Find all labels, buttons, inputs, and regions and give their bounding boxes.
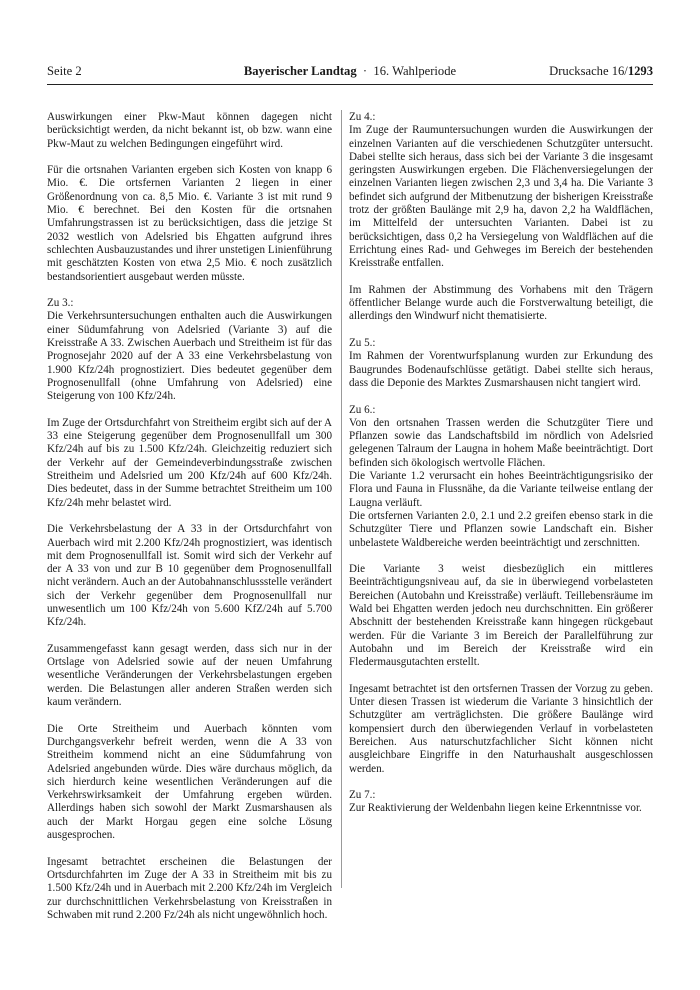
document-prefix: Drucksache 16/ bbox=[549, 64, 628, 78]
legislative-period: 16. Wahlperiode bbox=[373, 64, 457, 78]
document-number: 1293 bbox=[627, 64, 653, 78]
page-number: Seite 2 bbox=[47, 64, 82, 78]
section-heading: Zu 6.: bbox=[349, 403, 376, 416]
paragraph: Von den ortsnahen Trassen werden die Schutzgüter Tiere und Pflanzen sowie das Landschaftsbild im nördlich von Adelsried gelegenen Talraum der Laugna in hohem Maße beeinträchtigt. Dort befinden sich ökologisch wertvolle Flächen. bbox=[349, 416, 653, 469]
right-column bbox=[349, 111, 653, 829]
left-column bbox=[47, 111, 332, 935]
section-heading: Zu 4.: bbox=[349, 111, 376, 123]
paragraph: Ingesamt betrachtet erscheinen die Belastungen der Ortsdurchfahrten im Zuge der A 33 in Streitheim mit bis zu 1.500 Kfz/24h und in Auerbach mit 2.200 Kfz/24h im Vergleich zur durchschnittlichen Verkehrsbelastung von Kreisstraßen in Schwaben mit rund 2.200 Fz/24h als nicht ungewöhnlich hoch. bbox=[47, 855, 332, 921]
paragraph: Im Rahmen der Abstimmung des Vorhabens mit den Trägern öffentlicher Belange wurde auch die Forstverwaltung beteiligt, die allerdings den Windwurf nicht thematisierte. bbox=[349, 283, 653, 323]
paragraph: Auswirkungen einer Pkw-Maut können dagegen nicht berücksichtigt werden, da nicht bekannt ist, ob bzw. wann eine Pkw-Maut zu welchen Bedingungen eingeführt wird. bbox=[47, 111, 332, 150]
paragraph: Im Zuge der Ortsdurchfahrt von Streitheim ergibt sich auf der A 33 eine Steigerung gegenüber dem Prognosenullfall um 300 Kfz/24h auf bis zu 1.500 Kfz/24h. Gleichzeitig reduziert sich der Verkehr auf der Gemeindeverbindungsstraße zwischen Streitheim und Adelsried um 200 Kfz/24h auf 600 Kfz/24h. Dies bedeutet, dass in der Summe betrachtet Streitheim um 100 Kfz/24h mehr belastet wird. bbox=[47, 416, 332, 509]
header-separator: · bbox=[362, 64, 368, 78]
paragraph: Ingesamt betrachtet ist den ortsfernen Trassen der Vorzug zu geben. Unter diesen Trassen ist wiederum die Variante 3 hinsichtlich der Schutzgüter am verträglichsten. Die größere Baulänge wird kompensiert durch den überwiegenden Verlauf in vorbelasteten Bereichen. Aus naturschutzfachlicher Sicht können nicht ausgleichbare Eingriffe in den Naturhaushalt ausgeschlossen werden. bbox=[349, 682, 653, 775]
paragraph: Zur Reaktivierung der Weldenbahn liegen keine Erkenntnisse vor. bbox=[349, 802, 642, 815]
section-heading: Zu 5.: bbox=[349, 337, 376, 350]
column-divider bbox=[341, 110, 342, 888]
paragraph: Die Variante 3 weist diesbezüglich ein mittleres Beeinträchtigungsniveau auf, da sie in überwiegend vorbelasteten Bereichen (Autobahn und Kreisstraße) verläuft. Teillebensräume im Wald bei Ehgatten werden jedoch neu durchschnitten. Ein größerer Abschnitt der bestehenden Kreisstraße kann hingegen rückgebaut werden. Für die Variante 3 im Bereich der Parallelführung zur Autobahn und im Bereich der Kreisstraße wird ein Fledermausgutachten erstellt. bbox=[349, 563, 653, 669]
paragraph: Im Rahmen der Vorentwurfsplanung wurden zur Erkundung des Baugrundes Bodenaufschlüsse getätigt. Dabei stellte sich heraus, dass die Deponie des Marktes Zusmarshausen nicht tangiert wird. bbox=[349, 350, 653, 389]
paragraph: Die ortsfernen Varianten 2.0, 2.1 und 2.2 greifen ebenso stark in die Schutzgüter Tiere und Pflanzen sowie Landschaft ein. Bisher unbelastete Waldbereiche werden beeinträchtigt und zerschnitten. bbox=[349, 509, 653, 549]
paragraph: Die Verkehrsbelastung der A 33 in der Ortsdurchfahrt von Auerbach wird mit 2.200 Kfz/24h prognostiziert, was identisch mit dem Prognosenullfall ist. Somit wird sich der Verkehr auf der A 33 von und zur B 10 gegenüber dem Prognosenullfall nicht verändern. Auch an der Autobahnanschlussstelle verändert sich der Verkehr gegenüber dem Prognosenullfall nur unwesentlich um 100 Kfz/24h von 5.600 KfZ/24h auf 5.700 Kfz/24h. bbox=[47, 523, 332, 629]
paragraph: Die Orte Streitheim und Auerbach könnten vom Durchgangsverkehr befreit werden, wenn die A 33 von Streitheim kommend nicht an eine Südumfahrung von Adelsried angebunden würde. Dies wäre durchaus möglich, da sich hierdurch keine wesentlichen Veränderungen auf die Verkehrswirksamkeit der Umfahrung ergeben würden. Allerdings haben sich sowohl der Markt Zusmarshausen als auch der Markt Horgau gegen eine solche Lösung ausgesprochen. bbox=[47, 722, 332, 842]
page-header bbox=[47, 64, 653, 84]
publisher-name: Bayerischer Landtag bbox=[243, 64, 357, 78]
header-rule bbox=[47, 84, 653, 85]
paragraph: Die Verkehrsuntersuchungen enthalten auch die Auswirkungen einer Südumfahrung von Adelsried (Variante 3) auf die Kreisstraße A 33. Zwischen Auerbach und Streitheim ist für das Prognosejahr 2020 auf der A 33 eine Verkehrsbelastung von 1.900 Kfz/24h prognostiziert. Dies bedeutet gegenüber dem Prognosenullfall (ohne Umfahrung von Adelsried) eine Steigerung von 100 Kfz/24h. bbox=[47, 310, 332, 403]
paragraph: Für die ortsnahen Varianten ergeben sich Kosten von knapp 6 Mio. €. Die ortsfernen Varianten 2 liegen in einer Größenordnung von ca. 8,5 Mio. €. Variante 3 ist mit rund 9 Mio. € berechnet. Bei den Kosten für die ortsnahen Umfahrungstrassen ist zu berücksichtigen, dass die jetzige St 2032 westlich von Adelsried bis Ehgatten aufgrund ihres schlechten Ausbauzustandes und ihrer unstetigen Linienführung mit geschätzten Kosten von etwa 2,5 Mio. € noch zusätzlich bestandsorientiert ausgebaut werden müsste. bbox=[47, 164, 332, 283]
paragraph: Zusammengefasst kann gesagt werden, dass sich nur in der Ortslage von Adelsried sowie auf der neuen Umfahrung wesentliche Veränderungen der Verkehrsbelastungen ergeben werden. Die Belastungen aller anderen Straßen werden sich kaum verändern. bbox=[47, 642, 332, 709]
section-heading: Zu 3.: bbox=[47, 297, 74, 310]
paragraph: Die Variante 1.2 verursacht ein hohes Beeinträchtigungsrisiko der Flora und Fauna in Flussnähe, da die Variante teilweise entlang der Laugna verläuft. bbox=[349, 470, 653, 509]
paragraph: Im Zuge der Raumuntersuchungen wurden die Auswirkungen der einzelnen Varianten auf die verschiedenen Schutzgüter untersucht. Dabei stellte sich heraus, dass sich bei der Variante 3 die insgesamt geringsten Auswirkungen ergeben. Die Flächenversiegelungen der einzelnen Varianten liegen zwischen 2,3 und 3,4 ha. Die Variante 3 befindet sich aufgrund der Mitbenutzung der bisherigen Kreisstraße trotz der größten Baulänge mit 2,9 ha, davon 2,2 ha Waldflächen, im Mittelfeld der untersuchten Varianten. Dabei ist zu berücksichtigen, dass 0,2 ha Versiegelung von Waldflächen auf die Errichtung eines Rad- und Gehweges im Bereich der bestehenden Kreisstraße entfallen. bbox=[349, 124, 653, 270]
section-heading: Zu 7.: bbox=[349, 789, 376, 802]
document-reference bbox=[549, 64, 653, 78]
